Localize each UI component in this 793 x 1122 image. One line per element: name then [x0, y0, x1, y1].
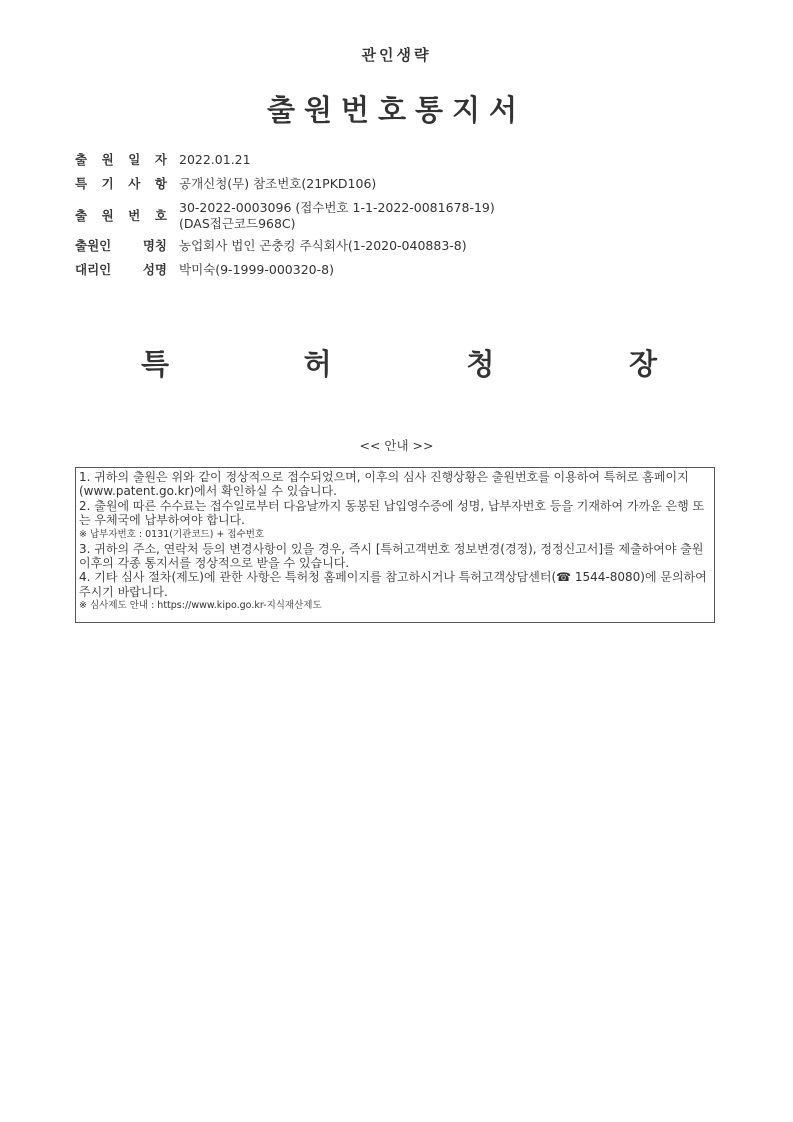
- guide-heading: << 안내 >>: [359, 438, 434, 453]
- guide-item-3: 3. 귀하의 주소, 연락처 등의 변경사항이 있을 경우, 즉시 [특허고객번호 정보변경(경정), 정정신고서]를 제출하여야 출원 이후의 각종 통지서를 정상적으로 받을 수 있습니다.: [79, 541, 704, 571]
- info-value-application-number: [179, 200, 495, 232]
- guide-item-1: 1. 귀하의 출원은 위와 같이 정상적으로 접수되었으며, 이후의 심사 진행상황은 출원번호를 이용하여 특허로 홈페이지(www.patent.go.kr)에서 확인하실 수 있습니다.: [79, 470, 689, 499]
- guide-note-payer-number: ※ 납부자번호 : 0131(기관코드) + 접수번호: [79, 528, 265, 540]
- info-label: 출 원 일 자: [75, 152, 167, 167]
- info-row-agent-name: [75, 262, 715, 278]
- application-info-table: [75, 152, 715, 278]
- info-label: 대리인 성명: [75, 262, 167, 277]
- signature-char: 청: [466, 347, 495, 381]
- commissioner-signature: [141, 342, 657, 383]
- das-access-code-line: (DAS접근코드968C): [179, 216, 296, 231]
- guide-item-4: 4. 기타 심사 절차(제도)에 관한 사항은 특허청 홈페이지를 참고하시거나 특허고객상담센터(☎ 1544-8080)에 문의하여 주시기 바랍니다.: [79, 570, 707, 599]
- signature-char: 특: [141, 347, 170, 381]
- info-label: 특 기 사 항: [75, 176, 167, 191]
- info-value-agent-name: 박미숙(9-1999-000320-8): [179, 262, 334, 277]
- guide-note-exam-system: ※ 심사제도 안내 : https://www.kipo.go.kr-지식재산제도: [79, 600, 322, 612]
- document-title: 출원번호통지서: [266, 93, 527, 127]
- guide-item-2: 2. 출원에 따른 수수료는 접수일로부터 다음날까지 동봉된 납입영수증에 성명, 납부자번호 등을 기재하여 가까운 은행 또는 우체국에 납부하여야 합니다.: [79, 498, 705, 528]
- official-seal-omitted-label: 관인생략: [361, 46, 432, 64]
- info-row-application-number: [75, 200, 715, 232]
- info-value-special-notes: 공개신청(무) 참조번호(21PKD106): [179, 176, 377, 191]
- info-label: 출원인 명칭: [75, 238, 167, 253]
- signature-char: 장: [628, 347, 657, 381]
- info-value-filing-date: 2022.01.21: [179, 152, 251, 167]
- info-row-special-notes: [75, 176, 715, 192]
- signature-char: 허: [303, 347, 332, 381]
- guide-box: [75, 467, 715, 623]
- info-row-filing-date: [75, 152, 715, 168]
- application-number-line: 30-2022-0003096 (접수번호 1-1-2022-0081678-19): [179, 200, 495, 215]
- info-label: 출 원 번 호: [75, 208, 167, 223]
- info-value-applicant-name: 농업회사 법인 곤충킹 주식회사(1-2020-040883-8): [179, 238, 467, 253]
- info-row-applicant-name: [75, 238, 715, 254]
